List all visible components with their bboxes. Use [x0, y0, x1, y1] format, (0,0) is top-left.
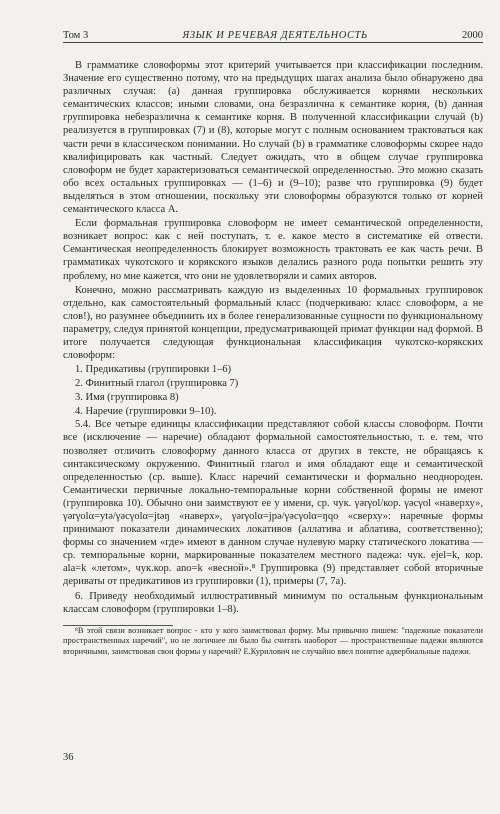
year-label: 2000 [462, 30, 483, 41]
list-item: 2. Финитный глагол (группировка 7) [75, 377, 239, 389]
paragraph-semantic-indeterminacy: Если формальная группировка словоформ не имеет семантической определенности, возникает вопрос: как с ней поступать, т. е. какое место в систематике ей отвести. Семантическая неопределенность блокирует возможность трактовать ее как часть речи. В грамматиках чукотского и корякского языков делались разного рода попытки решить эту проблему, но мне кажется, что они не удовлетворяли и самих авторов. [63, 218, 483, 282]
page [63, 30, 483, 658]
paragraph-section-5-4: 5.4. Все четыре единицы классификации представляют собой классы словоформ. Почти все (исключение — наречие) обладают формальной самостоятельностью, т. е. тем, что позволяет отличить словоформу данного класса от других в тексте, не обращаясь к синтаксическому окружению. Финитный глагол и имя обладают еще и семантической определенностью (ср. выше). Класс наречий семантически и формально неоднороден. Семантически первичные локально-темпоральные корни собственной формы не имеют (группировка 10). Обычно они заимствуют ее у имени, ср. чук. γərγol/кор. γəcγol «наверху», γərγolα=ytə/γəcγolα=jtəŋ «наверх», γərγolα=jpə/γəcγolα=ŋqo «сверху»: наречные формы принимают показатели динамических локативов (аллатива и аблатива, соответственно); формы со значением «где» имеют в данном случае нулевую марку статического локатива — ср. темпоральные корни, маркированные показателем местного падежа: чук. ejel=k, кор. ala=k «летом», чук.кор. ano=k «весной».⁸ Группировка (9) представляет собой вторичные дериваты от предикативов из группировки (1), примеры (7, 7a). [63, 419, 483, 588]
paragraph-criterion: В грамматике словоформы этот критерий учитывается при классификации последним. Значение его существенно потому, что на предыдущих шагах анализа было обнаружено два различных случая: (a) данная группировка обслуживается корнями нескольких семантических классов; иными словами, она безразлична к семантике корня, (b) данная группировка небезразлична к семантике корня. В полученной классификации случай (b) реализуется в группировках (7) и (8), которые могут с полным основанием трактоваться как части речи в классическом понимании. Но случай (b) в грамматике словоформы скорее надо квалифицировать как частный. Следует ожидать, что в общем случае группировка словоформ не будет характеризоваться семантической определенностью. Это можно сказать обо всех остальных группировках — (1–6) и (9–10); разве что группировка (9) будет выделяться в этом отношении, поскольку эти словоформы образуются только от корней семантического класса A. [63, 60, 483, 216]
page-number: 36 [63, 752, 74, 763]
article-body [63, 59, 483, 658]
paragraph-section-6: 6. Приведу необходимый иллюстративный минимум по остальным функциональным классам словоформ (группировки 1–8). [63, 590, 483, 615]
list-item: 1. Предикативы (группировки 1–6) [75, 364, 232, 376]
running-header [63, 30, 483, 43]
classification-list [63, 363, 483, 418]
paragraph-functional-classification: Конечно, можно рассматривать каждую из выделенных 10 формальных группировок отдельно, как самостоятельный формальный класс (подчеркиваю: класс словоформ, а не слов!), но разумнее объединить их в более генерализованные сущности по функциональному параметру, следуя принятой концепции, предусматривающей примат функции над формой. В итоге получается следующая функциональная классификация чукотско-корякских словоформ: [63, 284, 483, 362]
footnote-8: ⁸В этой связи возникает вопрос - кто у кого заимствовал форму. Мы привычно пишем: "падежные показатели пространственных наречий", но не логичнее ли было бы считать наоборот — пространственные падежи являются вторичными, заимствовав свои формы у наречий? Е.Курилович не случайно ввел понятие адвербиальные падежи. [63, 625, 483, 656]
list-item: 3. Имя (группировка 8) [75, 391, 179, 403]
journal-title: ЯЗЫК И РЕЧЕВАЯ ДЕЯТЕЛЬНОСТЬ [182, 30, 368, 41]
list-item: 4. Наречие (группировки 9–10). [75, 405, 217, 417]
volume-label: Том 3 [63, 30, 89, 41]
